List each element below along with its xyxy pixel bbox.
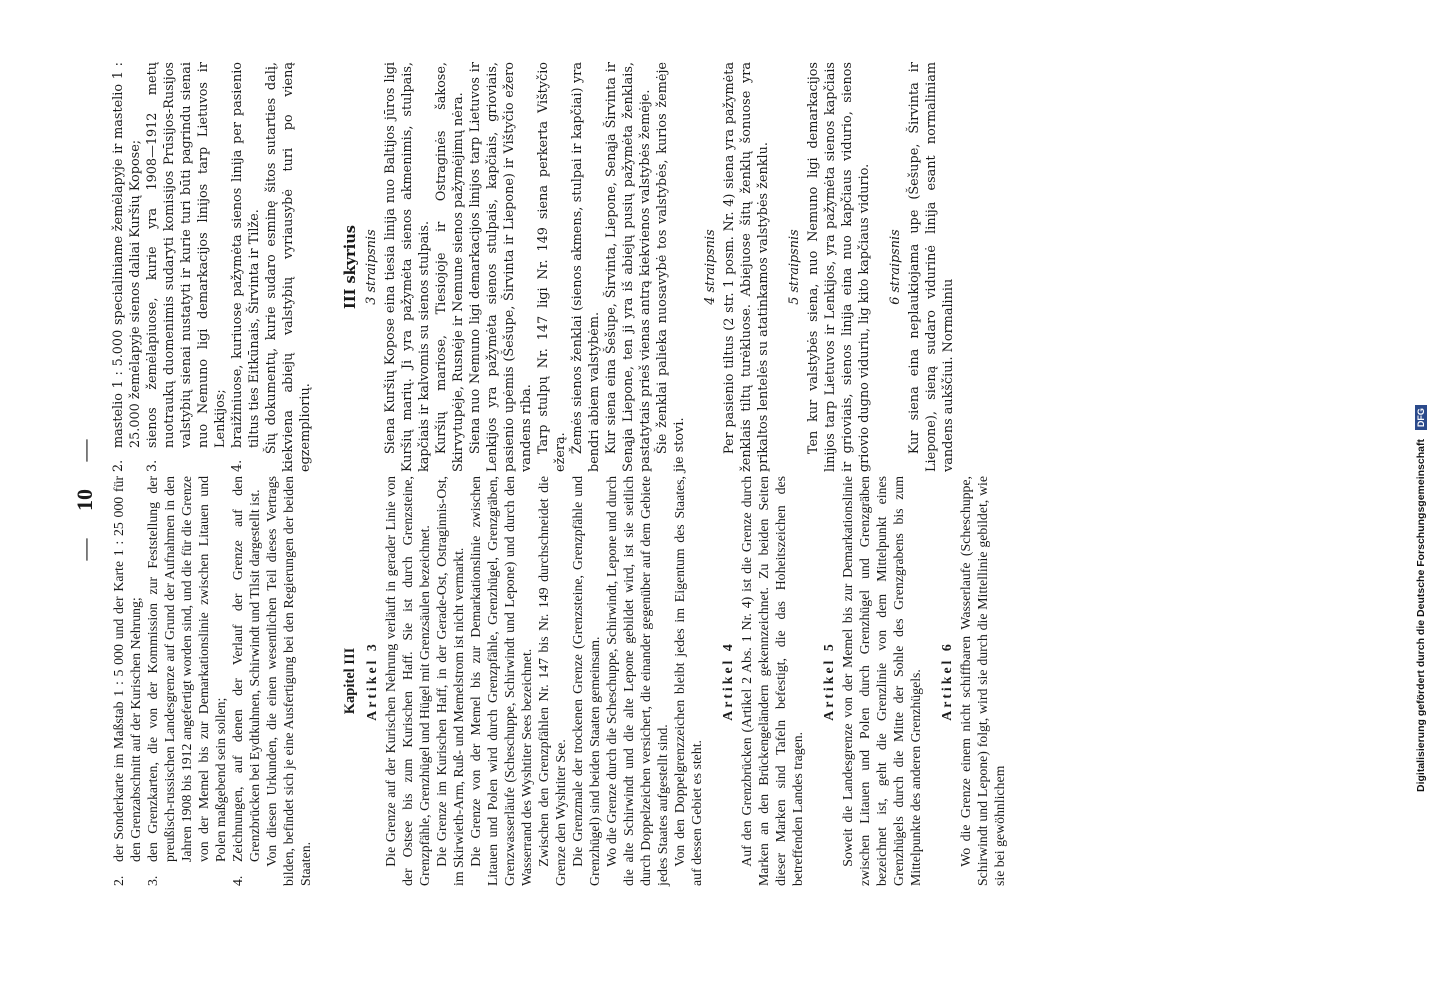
german-list-item-2 xyxy=(110,476,144,886)
page-header xyxy=(72,0,98,1000)
german-article-3-heading: Artikel 3 xyxy=(364,641,379,721)
german-art3-paragraph: Wo die Grenze durch die Scheschuppe, Schirwindt, Lepone und durch die alte Schirwindt und die alte Lepone gebildet wird, ist sie seitlich durch Doppelzeichen versichert, die einander gegenüber auf dem Gebiete jedes Staates aufgestellt sind. xyxy=(604,476,670,886)
sidebar-text-row xyxy=(1412,8,1430,992)
lithuanian-column xyxy=(110,62,957,472)
german-art3-paragraph: Die Grenzmale der trockenen Grenze (Grenzsteine, Grenzpfähle und Grenzhügel) sind beiden Staaten gemeinsam. xyxy=(570,476,602,886)
german-art3-paragraph: Die Grenze im Kurischen Haff, in der Gerade-Ost, Ostraginnis-Ost, im Skirwieth-Arm, Ruß- und Memelstrom ist nicht vermarkt. xyxy=(434,476,466,886)
german-article-6-heading: Artikel 6 xyxy=(939,641,954,721)
lithuanian-art3-paragraph: Šie ženklai palieka nuosavybė tos valstybės, kurios žemėje jie stovi. xyxy=(655,62,687,472)
german-art6-paragraph: Wo die Grenze einem nicht schiffbaren Wasserlaufe (Scheschuppe, Schirwindt und Lepone) folgt, wird sie durch die Mittellinie gebildet, wie sie bei gewöhnlichem xyxy=(958,476,1007,886)
german-chapter-heading: Kapitel III xyxy=(342,647,358,715)
header-dash-left: — xyxy=(72,538,97,561)
digitization-credit: Digitalisierung gefördert durch die Deutsche Forschungsgemeinschaft xyxy=(1415,439,1427,792)
lithuanian-art4-paragraph: Per pasienio tiltus (2 str. 1 posm. Nr. 4) siena yra pažymėta ženklais tiltų turėkluose. Abiejuose šitų ženklų šonuose yra prikaltos lentelės su atatinkamos valstybės ženklu. xyxy=(722,62,771,472)
list-number: 4. xyxy=(230,875,245,886)
german-list-item-4 xyxy=(229,476,263,886)
list-text: mastelio 1 : 5.000 specialiniame žemėlapyje ir mastelio 1 : 25.000 žemėlapyje sienos daliai Kuršių Kopose; xyxy=(111,62,143,448)
german-column xyxy=(110,476,1008,886)
list-number: 3. xyxy=(145,875,160,886)
lithuanian-article-3-heading: 3 straipsnis xyxy=(364,229,379,305)
german-art3-paragraph: Zwischen den Grenzpfählen Nr. 147 bis Nr. 149 durchschneidet die Grenze den Wyshtiter See. xyxy=(536,476,568,886)
lithuanian-art3-paragraph: Kuršių mariose, Tiesiojoje ir Ostraginės šakose, Skirvytupėje, Rusnėje ir Nemune sienos pažymėjimų nėra. xyxy=(434,62,466,472)
list-number: 2. xyxy=(111,459,126,472)
dfg-logo: DFG xyxy=(1415,405,1427,430)
page-number: 10 xyxy=(72,489,97,511)
lithuanian-list-item-3 xyxy=(144,62,229,472)
german-art5-paragraph: Soweit die Landesgrenze von der Memel bis zur Demarkationslinie zwischen Litauen und Polen durch Grenzhügel und Grenzgräben bezeichnet ist, geht die Grenzlinie von dem Mittelpunkt eines Grenzhügels durch die Mitte der Sohle des Grenzgrabens bis zum Mittelpunkte des anderen Grenzhügels. xyxy=(840,476,923,886)
lithuanian-article-5-heading: 5 straipsnis xyxy=(787,229,802,305)
list-text: braižiniuose, kuriuose pažymėta sienos linija per pasienio tiltus ties Eitkūnais, Širvinta ir Tilže. xyxy=(230,62,262,448)
lithuanian-art3-paragraph: Žemės sienos ženklai (sienos akmens, stulpai ir kapčiai) yra bendri abiem valstybėm. xyxy=(570,62,602,472)
german-art3-paragraph: Von den Doppelgrenzzeichen bleibt jedes im Eigentum des Staates, auf dessen Gebiet es steht. xyxy=(672,476,704,886)
german-art3-paragraph: Die Grenze auf der Kurischen Nehrung verläuft in gerader Linie von der Ostsee bis zum Kurischen Haff. Sie ist durch Grenzsteine, Grenzpfähle, Grenzhügel und Hügel mit Grenzsäulen bezeichnet. xyxy=(383,476,432,886)
lithuanian-art3-paragraph: Siena nuo Nemuno ligi demarkacijos linijos tarp Lietuvos ir Lenkijos yra pažymėta sienos stulpais, kapčiais, grioviais, pasienio upėmis (Šešupe, Širvinta ir Liepone) ir Vištyčio ežero vandens riba. xyxy=(468,62,534,472)
list-number: 4. xyxy=(230,459,245,472)
german-article-4-heading: Artikel 4 xyxy=(720,641,735,721)
lithuanian-article-6-heading: 6 straipsnis xyxy=(888,229,903,305)
lithuanian-art3-paragraph: Kur siena eina Šešupe, Širvinta, Liepone, Senąja Širvinta ir Senąja Liepone, ten ji yra iš abiejų pusių pažymėta ženklais, pastatytais prieš vienas antrą kiekvienos valstybės žemėje. xyxy=(604,62,653,472)
list-text: der Sonderkarte im Maßstab 1 : 5 000 und der Karte 1 : 25 000 für den Grenzabschnitt auf der Kurischen Nehrung; xyxy=(111,476,143,862)
german-article-5-heading: Artikel 5 xyxy=(821,641,836,721)
lithuanian-closing-paragraph: Šių dokumentų, kurie sudaro esminę šitos sutarties dalį, kiekviena abiejų valstybių vyriausybė turi po vieną egzempliorių. xyxy=(264,62,313,472)
lithuanian-art6-paragraph: Kur siena eina neplaukiojama upe (Šešupe, Širvinta ir Liepone), sieną sudaro vidurinė linija esant normaliniam vandens aukščiui. Normaliniu xyxy=(907,62,956,472)
list-text: den Grenzkarten, die von der Kommission zur Feststellung der preußisch-russischen Landesgrenze auf Grund der Aufnahmen in den Jahren 1908 bis 1912 angefertigt worden sind, und die für die Grenze von der Memel bis zur Demarkationslinie zwischen Litauen und Polen maßgebend sein sollen; xyxy=(145,476,228,862)
german-art4-paragraph: Auf den Grenzbrücken (Artikel 2 Abs. 1 Nr. 4) ist die Grenze durch Marken an den Brückengeländern gekennzeichnet. Zu beiden Seiten dieser Marken sind Tafeln befestigt, die das Hoheitszeichen des betreffenden Landes tragen. xyxy=(739,476,805,886)
german-list-item-3 xyxy=(144,476,229,886)
lithuanian-list-item-4 xyxy=(229,62,263,472)
list-number: 3. xyxy=(145,459,160,472)
lithuanian-art3-paragraph: Siena Kuršių Kopose eina tiesia linija nuo Baltijos jūros ligi Kuršių marių. Ji yra pažymėta sienos akmenimis, stulpais, kapčiais ir kalvomis su sienos stulpais. xyxy=(383,62,432,472)
lithuanian-art5-paragraph: Ten kur valstybės siena, nuo Nemuno ligi demarkacijos linijos tarp Lietuvos ir Lenkijos, yra pažymėta sienos kapčiais ir grioviais, sienos linija eina nuo kapčiaus vidurio, sienos griovio dugno viduriu, lig kito kapčiaus vidurio. xyxy=(806,62,872,472)
lithuanian-list-item-2 xyxy=(110,62,144,472)
header-dash-right: — xyxy=(72,439,97,462)
list-text: Zeichnungen, auf denen der Verlauf der Grenze auf den Grenzbrücken bei Eydtkuhnen, Schirwindt und Tilsit dargestellt ist. xyxy=(230,476,262,862)
lithuanian-chapter-heading: III skyrius xyxy=(342,225,359,309)
list-number: 2. xyxy=(111,875,126,886)
digitization-sidebar xyxy=(1412,8,1430,992)
german-art3-paragraph: Die Grenze von der Memel bis zur Demarkationslinie zwischen Litauen und Polen wird durch Grenzpfähle, Grenzhügel, Grenzgräben, Grenzwasserläufe (Scheschuppe, Schirwindt und Lepone) und durch den Wasserrand des Wyshtiter Sees bezeichnet. xyxy=(468,476,534,886)
lithuanian-art3-paragraph: Tarp stulpų Nr. 147 ligi Nr. 149 siena perkerta Vištyčio ežerą. xyxy=(536,62,568,472)
lithuanian-article-4-heading: 4 straipsnis xyxy=(703,229,718,305)
list-text: sienos žemėlapiuose, kurie yra 1908—1912 metų nuotraukų duomenimis sudaryti komisijos Prūsijos-Rusijos valstybių sienai nustatyti ir kurie turi būti pagrindu sienai nuo Nemuno ligi demarkacijos linijos tarp Lietuvos ir Lenkijos; xyxy=(145,62,228,448)
german-closing-paragraph: Von diesen Urkunden, die einen wesentlichen Teil dieses Vertrags bilden, befindet sich je eine Ausfertigung bei den Regierungen der beiden Staaten. xyxy=(264,476,313,886)
